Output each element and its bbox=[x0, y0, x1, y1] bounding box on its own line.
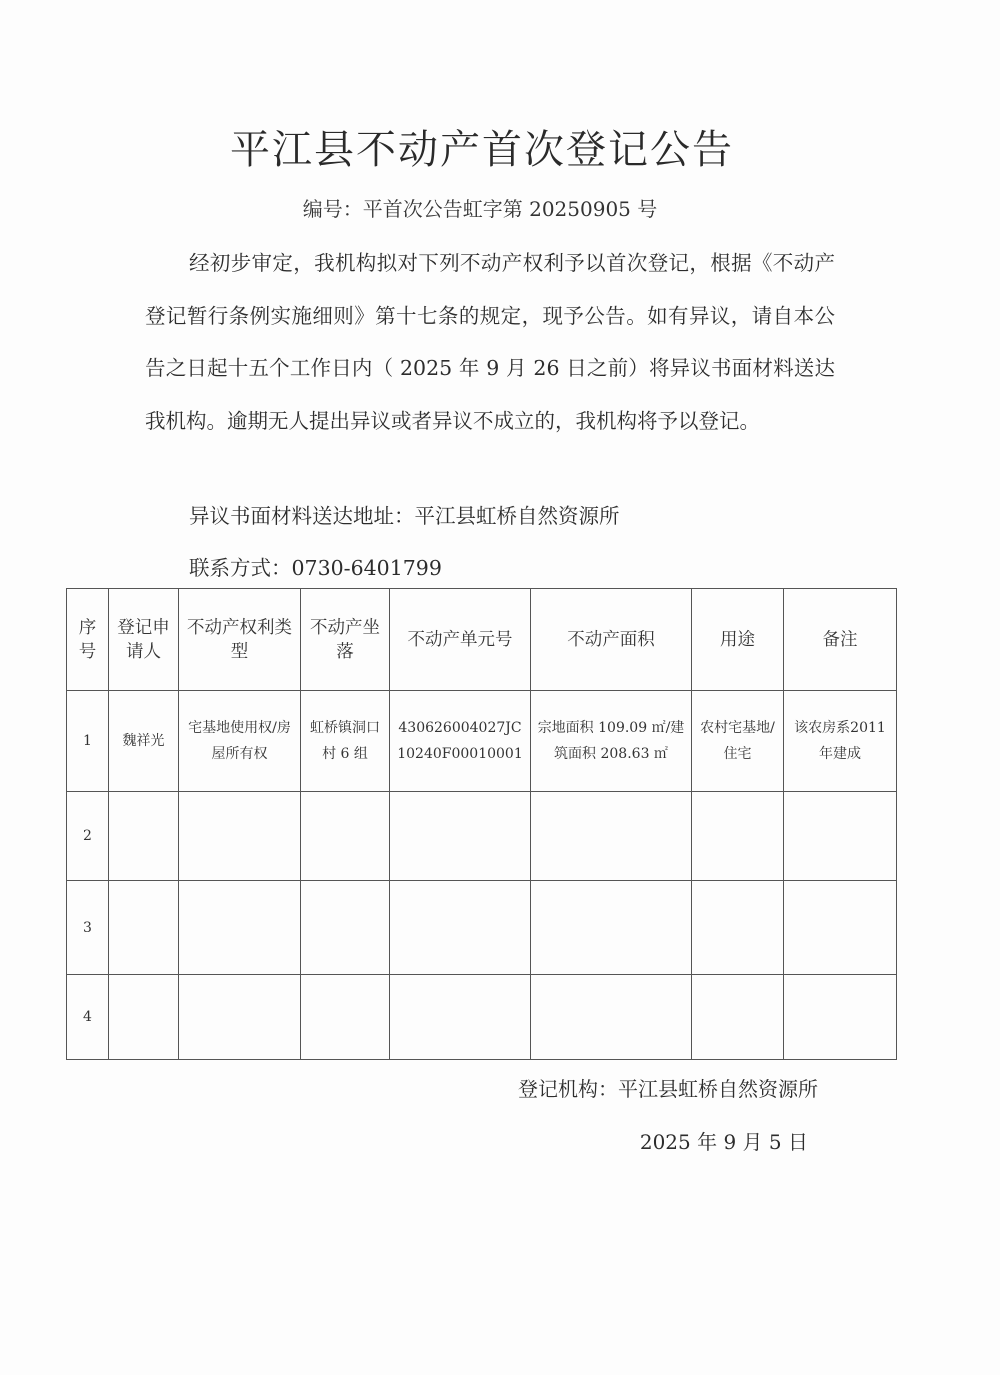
cell-applicant bbox=[109, 881, 179, 975]
cell-usage bbox=[692, 792, 784, 881]
cell-location bbox=[301, 881, 390, 975]
header-area: 不动产面积 bbox=[531, 589, 692, 691]
header-remarks: 备注 bbox=[784, 589, 897, 691]
cell-right-type bbox=[179, 975, 301, 1060]
cell-remarks: 该农房系2011 年建成 bbox=[784, 691, 897, 792]
notice-body-paragraph: 经初步审定，我机构拟对下列不动产权利予以首次登记，根据《不动产登记暂行条例实施细则》第十七条的规定，现予公告。如有异议，请自本公告之日起十五个工作日内（ 2025 年 9 月 26 日之前）将异议书面材料送达我机构。逾期无人提出异议或者异议不成立的，我机构将予以登记。 bbox=[145, 251, 835, 433]
table-row bbox=[67, 975, 897, 1060]
cell-right-type: 宅基地使用权/房屋所有权 bbox=[179, 691, 301, 792]
notice-reference-number: 编号：平首次公告虹字第 20250905 号 bbox=[302, 197, 658, 221]
cell-applicant bbox=[109, 975, 179, 1060]
cell-unit-no bbox=[390, 792, 531, 881]
cell-area bbox=[531, 792, 692, 881]
header-right-type: 不动产权利类型 bbox=[179, 589, 301, 691]
cell-right-type bbox=[179, 881, 301, 975]
cell-applicant bbox=[109, 792, 179, 881]
cell-remarks bbox=[784, 792, 897, 881]
header-usage: 用途 bbox=[692, 589, 784, 691]
header-seq: 序号 bbox=[67, 589, 109, 691]
table-row bbox=[67, 691, 897, 792]
cell-area bbox=[531, 881, 692, 975]
cell-seq: 3 bbox=[67, 881, 109, 975]
cell-unit-no bbox=[390, 881, 531, 975]
cell-location bbox=[301, 792, 390, 881]
cell-unit-no bbox=[390, 975, 531, 1060]
cell-area: 宗地面积 109.09 ㎡/建筑面积 208.63 ㎡ bbox=[531, 691, 692, 792]
cell-seq: 4 bbox=[67, 975, 109, 1060]
cell-remarks bbox=[784, 975, 897, 1060]
objection-address: 异议书面材料送达地址：平江县虹桥自然资源所 bbox=[189, 504, 620, 528]
cell-seq: 1 bbox=[67, 691, 109, 792]
cell-unit-no: 430626004027JC10240F00010001 bbox=[390, 691, 531, 792]
issue-date: 2025 年 9 月 5 日 bbox=[639, 1130, 808, 1154]
contact-info: 联系方式：0730-6401799 bbox=[189, 556, 442, 580]
cell-location: 虹桥镇洞口村 6 组 bbox=[301, 691, 390, 792]
cell-location bbox=[301, 975, 390, 1060]
cell-remarks bbox=[784, 881, 897, 975]
header-applicant: 登记申请人 bbox=[109, 589, 179, 691]
cell-usage bbox=[692, 881, 784, 975]
cell-usage: 农村宅基地/住宅 bbox=[692, 691, 784, 792]
cell-seq: 2 bbox=[67, 792, 109, 881]
cell-applicant: 魏祥光 bbox=[109, 691, 179, 792]
cell-right-type bbox=[179, 792, 301, 881]
table-header-row bbox=[67, 589, 897, 691]
registration-table bbox=[66, 588, 897, 1060]
cell-area bbox=[531, 975, 692, 1060]
issuing-agency: 登记机构：平江县虹桥自然资源所 bbox=[518, 1077, 818, 1101]
notice-title: 平江县不动产首次登记公告 bbox=[230, 127, 734, 173]
table-row bbox=[67, 881, 897, 975]
header-location: 不动产坐落 bbox=[301, 589, 390, 691]
table-row bbox=[67, 792, 897, 881]
header-unit-no: 不动产单元号 bbox=[390, 589, 531, 691]
cell-usage bbox=[692, 975, 784, 1060]
